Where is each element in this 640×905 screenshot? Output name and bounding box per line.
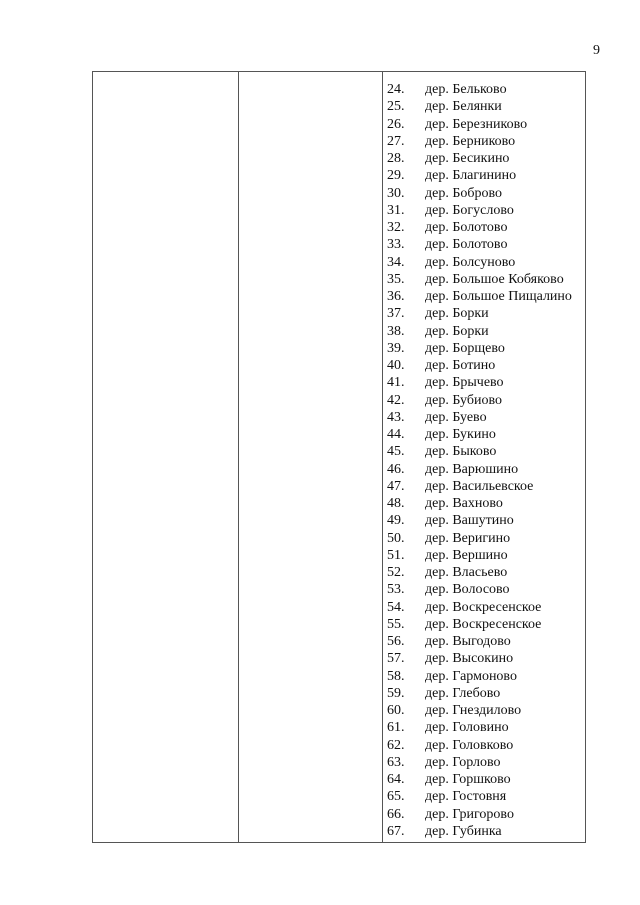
list-item: [387, 426, 585, 443]
list-item: [387, 305, 585, 322]
list-item: [387, 685, 585, 702]
list-item: [387, 495, 585, 512]
list-item-number: 62.: [387, 737, 405, 753]
list-item: [387, 409, 585, 426]
list-item-settlement-name: дер. Вершино: [425, 547, 508, 563]
list-item: [387, 616, 585, 633]
list-item-number: 37.: [387, 306, 405, 322]
list-item-number: 63.: [387, 754, 405, 770]
list-item: [387, 98, 585, 115]
list-item: [387, 288, 585, 305]
list-item-settlement-name: дер. Белянки: [425, 99, 502, 115]
list-item: [387, 357, 585, 374]
list-item-number: 60.: [387, 703, 405, 718]
list-item-number: 25.: [387, 99, 405, 115]
list-item: [387, 81, 585, 98]
list-item-settlement-name: дер. Горлово: [425, 754, 501, 770]
list-item: [387, 771, 585, 788]
list-item-number: 56.: [387, 634, 405, 649]
list-item-settlement-name: дер. Благинино: [425, 168, 517, 184]
list-item-settlement-name: дер. Власьево: [425, 565, 508, 580]
list-item-number: 44.: [387, 427, 405, 442]
list-item-settlement-name: дер. Болотово: [425, 237, 508, 253]
table-column-1: [93, 72, 239, 842]
list-item-number: 65.: [387, 789, 405, 805]
list-item-settlement-name: дер. Выгодово: [425, 634, 511, 649]
list-item-number: 67.: [387, 823, 405, 839]
list-item-settlement-name: дер. Веригино: [425, 530, 511, 546]
list-item-number: 35.: [387, 271, 405, 287]
list-item-number: 30.: [387, 185, 405, 201]
list-item-number: 24.: [387, 82, 405, 97]
list-item-number: 38.: [387, 323, 405, 339]
list-item: [387, 512, 585, 529]
list-item-number: 49.: [387, 513, 405, 529]
list-item: [387, 737, 585, 754]
list-item: [387, 668, 585, 685]
list-item: [387, 581, 585, 598]
list-item-number: 42.: [387, 392, 405, 408]
table-column-2: [239, 72, 383, 842]
settlement-list: [383, 72, 585, 842]
list-item-number: 45.: [387, 444, 405, 460]
list-item: [387, 599, 585, 616]
list-item: [387, 374, 585, 391]
list-item: [387, 564, 585, 581]
list-item-number: 64.: [387, 772, 405, 787]
list-item-settlement-name: дер. Ботино: [425, 358, 496, 373]
list-item: [387, 719, 585, 736]
list-item: [387, 823, 585, 840]
list-item-settlement-name: дер. Болотово: [425, 220, 508, 235]
list-item-number: 26.: [387, 116, 405, 132]
list-item-settlement-name: дер. Букино: [425, 427, 496, 442]
list-item: [387, 150, 585, 167]
list-item-settlement-name: дер. Головково: [425, 737, 514, 753]
list-item-number: 32.: [387, 220, 405, 235]
list-item: [387, 754, 585, 771]
list-item-settlement-name: дер. Бубиово: [425, 392, 502, 408]
list-item-settlement-name: дер. Васильевское: [425, 478, 534, 494]
list-item-number: 39.: [387, 340, 405, 356]
list-item-settlement-name: дер. Быково: [425, 444, 497, 460]
list-item: [387, 547, 585, 564]
list-item-settlement-name: дер. Головино: [425, 720, 509, 736]
list-item-number: 48.: [387, 496, 405, 511]
list-item-number: 27.: [387, 133, 405, 149]
list-item-settlement-name: дер. Брычево: [425, 375, 504, 391]
list-item-settlement-name: дер. Большое Пищалино: [425, 289, 572, 304]
list-item-settlement-name: дер. Богуслово: [425, 202, 514, 218]
list-item-settlement-name: дер. Гостовня: [425, 789, 507, 805]
list-item-settlement-name: дер. Болсуново: [425, 254, 516, 270]
list-item: [387, 254, 585, 271]
settlements-table: [92, 71, 586, 843]
list-item-number: 34.: [387, 254, 405, 270]
list-item-number: 58.: [387, 668, 405, 684]
list-item: [387, 167, 585, 184]
list-item-settlement-name: дер. Варюшино: [425, 461, 519, 477]
list-item: [387, 185, 585, 202]
list-item-settlement-name: дер. Борки: [425, 306, 489, 322]
list-item-settlement-name: дер. Воскресенское: [425, 616, 542, 632]
list-item: [387, 633, 585, 650]
list-item: [387, 323, 585, 340]
list-item-settlement-name: дер. Буево: [425, 409, 487, 425]
list-item-settlement-name: дер. Берниково: [425, 133, 516, 149]
list-item: [387, 392, 585, 409]
list-item-settlement-name: дер. Вашутино: [425, 513, 514, 529]
list-item-settlement-name: дер. Горшково: [425, 772, 511, 787]
list-item-number: 28.: [387, 151, 405, 166]
list-item-number: 66.: [387, 806, 405, 822]
list-item: [387, 650, 585, 667]
list-item-settlement-name: дер. Губинка: [425, 823, 502, 839]
list-item: [387, 478, 585, 495]
list-item: [387, 116, 585, 133]
list-item-settlement-name: дер. Григорово: [425, 806, 514, 822]
list-item-number: 59.: [387, 685, 405, 701]
list-item-number: 57.: [387, 651, 405, 667]
list-item-settlement-name: дер. Высокино: [425, 651, 514, 667]
list-item-number: 47.: [387, 478, 405, 494]
list-item-settlement-name: дер. Борщево: [425, 340, 505, 356]
list-item-number: 31.: [387, 202, 405, 218]
list-item-settlement-name: дер. Большое Кобяково: [425, 271, 564, 287]
list-item-number: 52.: [387, 565, 405, 580]
list-item-settlement-name: дер. Глебово: [425, 685, 501, 701]
page-number: 9: [593, 43, 600, 58]
list-item-number: 41.: [387, 375, 405, 391]
list-item-settlement-name: дер. Гармоново: [425, 668, 517, 684]
list-item: [387, 236, 585, 253]
list-item-number: 36.: [387, 289, 405, 304]
list-item-settlement-name: дер. Гнездилово: [425, 703, 522, 718]
list-item: [387, 530, 585, 547]
list-item-settlement-name: дер. Воскресенское: [425, 599, 542, 615]
list-item: [387, 202, 585, 219]
list-item-number: 29.: [387, 168, 405, 184]
list-item: [387, 461, 585, 478]
list-item-settlement-name: дер. Березниково: [425, 116, 528, 132]
list-item: [387, 340, 585, 357]
list-item-settlement-name: дер. Волосово: [425, 582, 510, 598]
list-item-number: 54.: [387, 599, 405, 615]
list-item-number: 53.: [387, 582, 405, 598]
list-item-number: 46.: [387, 461, 405, 477]
list-item-number: 33.: [387, 237, 405, 253]
list-item-number: 50.: [387, 530, 405, 546]
list-item: [387, 133, 585, 150]
list-item-number: 40.: [387, 358, 405, 373]
list-item-number: 55.: [387, 616, 405, 632]
list-item: [387, 443, 585, 460]
list-item: [387, 702, 585, 719]
list-item-number: 43.: [387, 409, 405, 425]
list-item-number: 61.: [387, 720, 405, 736]
list-item: [387, 271, 585, 288]
list-item-settlement-name: дер. Боброво: [425, 185, 503, 201]
list-item-settlement-name: дер. Вахново: [425, 496, 503, 511]
list-item: [387, 806, 585, 823]
list-item-settlement-name: дер. Борки: [425, 323, 489, 339]
list-item-settlement-name: дер. Бельково: [425, 82, 507, 97]
list-item-settlement-name: дер. Бесикино: [425, 151, 510, 166]
list-item: [387, 788, 585, 805]
list-item-number: 51.: [387, 547, 405, 563]
list-item: [387, 219, 585, 236]
